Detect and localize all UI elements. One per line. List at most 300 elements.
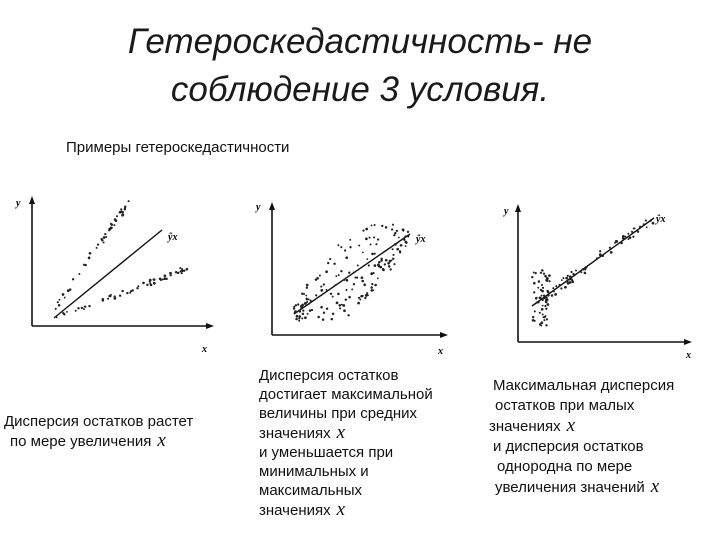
regression-label: ŷx bbox=[168, 232, 178, 243]
scatter-point bbox=[393, 263, 395, 265]
scatter-points bbox=[293, 224, 409, 322]
scatter-point bbox=[309, 309, 312, 312]
scatter-point bbox=[369, 237, 371, 239]
scatter-point bbox=[609, 247, 611, 249]
scatter-point bbox=[339, 307, 341, 309]
scatter-point bbox=[333, 263, 335, 265]
scatter-point bbox=[335, 275, 337, 277]
scatter-point bbox=[89, 252, 92, 255]
regression-line bbox=[532, 218, 654, 306]
scatter-point bbox=[565, 277, 568, 280]
scatter-point bbox=[322, 318, 325, 321]
scatter-point bbox=[368, 264, 370, 266]
scatter-point bbox=[553, 290, 555, 292]
scatter-point bbox=[298, 317, 300, 319]
scatter-point bbox=[310, 300, 312, 302]
scatter-point bbox=[358, 245, 360, 247]
scatter-point bbox=[404, 235, 406, 237]
caption-right-x-var-1: x bbox=[566, 415, 576, 436]
scatter-point bbox=[377, 264, 380, 267]
scatter-point bbox=[347, 314, 349, 316]
scatter-point bbox=[128, 200, 130, 202]
caption-middle-line-7: максимальных bbox=[259, 482, 363, 499]
scatter-point bbox=[56, 316, 58, 318]
scatter-point bbox=[580, 271, 582, 273]
scatter-point bbox=[345, 289, 347, 291]
scatter-point bbox=[396, 230, 398, 232]
scatter-point bbox=[391, 260, 393, 262]
scatter-point bbox=[84, 305, 86, 307]
scatter-point bbox=[298, 315, 301, 318]
scatter-point bbox=[296, 315, 299, 318]
scatter-point bbox=[62, 293, 65, 296]
scatter-point bbox=[365, 238, 368, 241]
scatter-point bbox=[371, 224, 373, 226]
scatter-point bbox=[548, 274, 551, 277]
scatter-point bbox=[392, 258, 394, 260]
scatter-point bbox=[67, 289, 70, 292]
caption-right bbox=[489, 376, 674, 498]
scatter-point bbox=[317, 316, 320, 319]
scatter-point bbox=[331, 318, 334, 321]
caption-middle-line-2: достигает максимальной bbox=[259, 386, 433, 403]
scatter-point bbox=[295, 318, 298, 321]
scatter-point bbox=[142, 282, 145, 285]
scatter-point bbox=[399, 250, 401, 252]
scatter-point bbox=[320, 286, 322, 288]
caption-middle bbox=[259, 366, 433, 520]
scatter-point bbox=[332, 296, 334, 298]
caption-right-line-6 bbox=[489, 477, 674, 498]
caption-middle-line-3: величины при средних bbox=[259, 405, 417, 422]
scatter-point bbox=[650, 220, 652, 222]
scatter-point bbox=[543, 273, 545, 275]
scatter-point bbox=[294, 310, 297, 313]
scatter-point bbox=[307, 313, 309, 315]
scatter-point bbox=[374, 264, 377, 267]
scatter-point bbox=[323, 311, 325, 313]
caption-right-line-5: однородна по мере bbox=[497, 458, 633, 475]
scatter-point bbox=[541, 284, 543, 286]
scatter-point bbox=[541, 309, 543, 311]
scatter-point bbox=[567, 282, 570, 285]
scatter-point bbox=[371, 283, 373, 285]
scatter-point bbox=[343, 279, 345, 281]
scatter-point bbox=[377, 238, 379, 240]
scatter-point bbox=[402, 228, 405, 231]
scatter-point bbox=[108, 229, 110, 231]
regression-label: ŷx bbox=[656, 214, 666, 225]
scatter-point bbox=[537, 301, 539, 303]
scatter-point bbox=[639, 226, 642, 229]
scatter-point bbox=[330, 293, 332, 295]
scatter-point bbox=[120, 208, 122, 210]
scatter-point bbox=[149, 279, 152, 282]
plot-2-svg bbox=[250, 190, 460, 360]
caption-middle-line-4 bbox=[259, 423, 433, 443]
scatter-point bbox=[560, 287, 562, 289]
scatter-point bbox=[571, 271, 573, 273]
scatter-point bbox=[115, 219, 118, 222]
scatter-point bbox=[533, 282, 536, 285]
y-axis-label: y bbox=[256, 202, 261, 213]
scatter-point bbox=[370, 286, 373, 289]
scatter-point bbox=[111, 223, 114, 226]
caption-right-line-4: и дисперсия остатков bbox=[493, 438, 644, 455]
scatter-point bbox=[541, 290, 544, 293]
scatter-point bbox=[400, 244, 403, 247]
scatter-point bbox=[175, 271, 177, 273]
scatter-point bbox=[541, 295, 543, 297]
scatter-point bbox=[126, 292, 128, 294]
y-axis-arrow bbox=[269, 202, 275, 210]
scatter-point bbox=[543, 297, 545, 299]
caption-middle-line-8 bbox=[259, 500, 433, 520]
scatter-point bbox=[365, 228, 368, 231]
scatter-point bbox=[359, 299, 361, 301]
scatter-point bbox=[340, 270, 342, 272]
scatter-point bbox=[160, 279, 162, 281]
scatter-point bbox=[385, 259, 388, 262]
scatter-point bbox=[343, 309, 346, 312]
caption-right-line-6-text: увеличения значений bbox=[495, 479, 645, 496]
scatter-point bbox=[353, 272, 355, 274]
scatter-point bbox=[570, 278, 572, 280]
scatter-point bbox=[537, 287, 539, 289]
scatter-point bbox=[539, 296, 542, 299]
scatter-point bbox=[96, 247, 98, 249]
scatter-point bbox=[308, 303, 310, 305]
scatter-point bbox=[113, 224, 115, 226]
scatter-point bbox=[103, 236, 106, 239]
scatter-point bbox=[374, 284, 377, 287]
scatter-point bbox=[405, 245, 407, 247]
scatter-point bbox=[388, 265, 391, 268]
scatter-point bbox=[354, 276, 356, 278]
scatter-point bbox=[97, 244, 99, 246]
scatter-point bbox=[72, 278, 74, 280]
scatter-point bbox=[301, 304, 304, 307]
scatter-point bbox=[349, 246, 351, 248]
caption-middle-x-var-1: x bbox=[336, 422, 346, 443]
scatter-point bbox=[146, 284, 148, 286]
scatter-point bbox=[88, 257, 91, 260]
scatter-point bbox=[325, 270, 328, 273]
scatter-point bbox=[335, 284, 337, 286]
scatter-point bbox=[545, 301, 548, 304]
x-axis-label: x bbox=[686, 350, 691, 361]
scatter-point bbox=[345, 256, 348, 259]
scatter-point bbox=[362, 229, 364, 231]
scatter-point bbox=[575, 270, 577, 272]
caption-middle-line-5: и уменьшается при bbox=[259, 444, 394, 461]
regression-label: ŷx bbox=[416, 234, 426, 245]
scatter-point bbox=[394, 232, 396, 234]
scatter-point bbox=[136, 287, 138, 289]
caption-left-line-2 bbox=[4, 431, 193, 451]
scatter-point bbox=[366, 258, 368, 260]
scatter-point bbox=[584, 272, 587, 275]
subtitle: Примеры гетероскедастичности bbox=[66, 139, 290, 156]
caption-right-line-2: остатков при малых bbox=[495, 397, 635, 414]
scatter-point bbox=[153, 278, 156, 281]
scatter-point bbox=[536, 297, 538, 299]
x-axis-arrow bbox=[684, 339, 692, 345]
scatter-point bbox=[539, 323, 541, 325]
caption-right-line-3 bbox=[489, 416, 674, 437]
scatter-point bbox=[306, 284, 309, 287]
scatter-point bbox=[367, 294, 369, 296]
scatter-point bbox=[564, 286, 567, 289]
scatter-point bbox=[599, 250, 601, 252]
scatter-point bbox=[297, 304, 299, 306]
scatter-point bbox=[374, 253, 376, 255]
scatter-point bbox=[543, 316, 545, 318]
scatter-point bbox=[293, 307, 295, 309]
scatter-point bbox=[396, 248, 399, 251]
plot-small-x-variance bbox=[500, 190, 710, 360]
scatter-point bbox=[181, 269, 184, 272]
scatter-point bbox=[337, 244, 339, 246]
scatter-point bbox=[340, 246, 342, 248]
scatter-point bbox=[538, 280, 540, 282]
scatter-point bbox=[75, 310, 77, 312]
scatter-point bbox=[632, 236, 634, 238]
scatter-point bbox=[320, 289, 323, 292]
y-axis-arrow bbox=[515, 204, 521, 212]
scatter-point bbox=[315, 279, 317, 281]
scatter-point bbox=[545, 279, 548, 282]
scatter-point bbox=[308, 298, 310, 300]
scatter-point bbox=[305, 295, 307, 297]
scatter-point bbox=[545, 308, 547, 310]
scatter-point bbox=[599, 253, 602, 256]
scatter-point bbox=[304, 302, 307, 305]
scatter-point bbox=[572, 273, 574, 275]
scatter-point bbox=[375, 243, 377, 245]
scatter-point bbox=[326, 307, 328, 309]
scatter-point bbox=[336, 302, 339, 305]
scatter-point bbox=[561, 279, 563, 281]
caption-left-line-2-text: по мере увеличения bbox=[10, 433, 152, 450]
scatter-point bbox=[59, 299, 61, 301]
caption-right-line-1: Максимальная дисперсия bbox=[493, 377, 675, 394]
scatter-point bbox=[169, 272, 172, 275]
scatter-point bbox=[301, 293, 303, 295]
scatter-point bbox=[387, 262, 390, 265]
x-axis-label: x bbox=[202, 344, 207, 355]
scatter-point bbox=[643, 223, 645, 225]
scatter-point bbox=[602, 255, 604, 257]
scatter-point bbox=[552, 287, 554, 289]
scatter-point bbox=[357, 302, 360, 305]
scatter-point bbox=[149, 282, 151, 284]
scatter-point bbox=[370, 244, 372, 246]
scatter-point bbox=[535, 272, 537, 274]
y-axis-label: y bbox=[16, 198, 21, 209]
scatter-point bbox=[544, 275, 547, 278]
scatter-point bbox=[349, 239, 351, 241]
title-line-1: Гетероскедастичность- не bbox=[127, 22, 593, 61]
scatter-point bbox=[327, 262, 329, 264]
scatter-point bbox=[362, 251, 364, 253]
scatter-point bbox=[302, 313, 304, 315]
scatter-point bbox=[114, 297, 117, 300]
scatter-point bbox=[342, 304, 345, 307]
scatter-point bbox=[338, 274, 340, 276]
scatter-point bbox=[137, 285, 139, 287]
caption-left-line-1: Дисперсия остатков растет bbox=[4, 413, 194, 430]
scatter-point bbox=[532, 316, 534, 318]
scatter-point bbox=[547, 299, 549, 301]
scatter-point bbox=[596, 257, 598, 259]
scatter-point bbox=[392, 248, 394, 250]
scatter-point bbox=[539, 312, 541, 314]
scatter-point bbox=[83, 308, 85, 310]
caption-right-line-3-text: значениях bbox=[489, 418, 561, 435]
scatter-point bbox=[544, 305, 546, 307]
scatter-point bbox=[83, 264, 85, 266]
scatter-point bbox=[77, 307, 79, 309]
scatter-point bbox=[543, 319, 545, 321]
x-axis-arrow bbox=[206, 323, 214, 329]
scatter-point bbox=[298, 320, 300, 322]
caption-middle-line-8-text: значениях bbox=[259, 502, 331, 519]
scatter-point bbox=[103, 242, 105, 244]
regression-line bbox=[294, 234, 410, 314]
scatter-point bbox=[558, 284, 560, 286]
scatter-point bbox=[345, 298, 347, 300]
caption-middle-line-6: минимальных и bbox=[259, 463, 369, 480]
scatter-point bbox=[385, 226, 388, 229]
scatter-point bbox=[646, 226, 648, 228]
scatter-point bbox=[346, 279, 349, 282]
scatter-point bbox=[542, 287, 544, 289]
scatter-point bbox=[542, 314, 544, 316]
scatter-point bbox=[109, 295, 112, 298]
scatter-point bbox=[407, 235, 409, 237]
scatter-point bbox=[547, 294, 550, 297]
scatter-point bbox=[119, 295, 121, 297]
plot-3-svg bbox=[500, 190, 710, 360]
scatter-point bbox=[393, 234, 395, 236]
scatter-point bbox=[645, 220, 647, 222]
scatter-point bbox=[64, 297, 66, 299]
scatter-point bbox=[110, 227, 112, 229]
scatter-point bbox=[55, 308, 57, 310]
scatter-point bbox=[390, 268, 392, 270]
scatter-point bbox=[62, 312, 64, 314]
scatter-point bbox=[124, 207, 126, 209]
scatter-point bbox=[302, 309, 304, 311]
scatter-point bbox=[181, 272, 183, 274]
scatter-point bbox=[105, 236, 107, 238]
scatter-point bbox=[382, 269, 385, 272]
scatter-point bbox=[57, 301, 59, 303]
caption-middle-x-var-2: x bbox=[336, 499, 346, 520]
scatter-point bbox=[163, 277, 166, 280]
scatter-point bbox=[379, 266, 382, 269]
scatter-point bbox=[329, 258, 331, 260]
scatter-point bbox=[360, 295, 363, 298]
plot-1-svg bbox=[10, 190, 220, 360]
caption-left bbox=[4, 412, 193, 451]
scatter-point bbox=[614, 242, 616, 244]
caption-middle-line-1: Дисперсия остатков bbox=[259, 367, 399, 384]
scatter-point bbox=[121, 214, 124, 217]
scatter-point bbox=[380, 259, 383, 262]
scatter-point bbox=[542, 299, 544, 301]
scatter-point bbox=[300, 307, 302, 309]
x-axis-arrow bbox=[440, 332, 448, 338]
scatter-point bbox=[377, 277, 379, 279]
scatter-point bbox=[540, 272, 542, 274]
scatter-point bbox=[129, 292, 131, 294]
scatter-point bbox=[164, 275, 167, 278]
scatter-point bbox=[546, 318, 548, 320]
scatter-point bbox=[551, 294, 554, 297]
scatter-point bbox=[631, 231, 633, 233]
scatter-point bbox=[398, 237, 400, 239]
scatter-point bbox=[66, 311, 68, 313]
scatter-point bbox=[358, 297, 360, 299]
scatter-point bbox=[295, 304, 297, 306]
scatter-point bbox=[652, 222, 655, 225]
scatter-point bbox=[101, 298, 104, 301]
scatter-point bbox=[104, 233, 106, 235]
scatter-point bbox=[533, 291, 535, 293]
scatter-point bbox=[88, 305, 90, 307]
scatter-point bbox=[316, 277, 319, 280]
y-axis-arrow bbox=[29, 196, 35, 204]
scatter-point bbox=[637, 230, 639, 232]
scatter-point bbox=[554, 293, 557, 296]
scatter-point bbox=[153, 282, 155, 284]
scatter-point bbox=[533, 272, 535, 274]
scatter-point bbox=[562, 277, 564, 279]
scatter-point bbox=[543, 294, 545, 296]
scatter-point bbox=[121, 290, 123, 292]
scatter-point bbox=[351, 288, 353, 290]
scatter-point bbox=[610, 251, 613, 254]
scatter-point bbox=[622, 235, 625, 238]
scatter-point bbox=[371, 253, 374, 256]
scatter-point bbox=[344, 249, 346, 251]
scatter-point bbox=[392, 224, 394, 226]
scatter-point bbox=[315, 294, 317, 296]
scatter-point bbox=[547, 291, 550, 294]
scatter-point bbox=[405, 242, 407, 244]
scatter-point bbox=[403, 238, 405, 240]
scatter-point bbox=[348, 296, 351, 299]
scatter-point bbox=[319, 274, 321, 276]
scatter-point bbox=[569, 275, 572, 278]
scatter-point bbox=[100, 238, 102, 240]
scatter-point bbox=[555, 285, 557, 287]
scatter-point bbox=[186, 268, 189, 271]
scatter-point bbox=[384, 263, 386, 265]
scatter-point bbox=[582, 268, 584, 270]
slide-title bbox=[0, 18, 720, 114]
scatter-point bbox=[361, 276, 364, 279]
scatter-point bbox=[534, 310, 536, 312]
scatter-point bbox=[370, 289, 373, 292]
scatter-point bbox=[407, 231, 409, 233]
scatter-point bbox=[304, 316, 307, 319]
scatter-point bbox=[545, 324, 547, 326]
scatter-point bbox=[624, 236, 626, 238]
scatter-point bbox=[301, 317, 303, 319]
